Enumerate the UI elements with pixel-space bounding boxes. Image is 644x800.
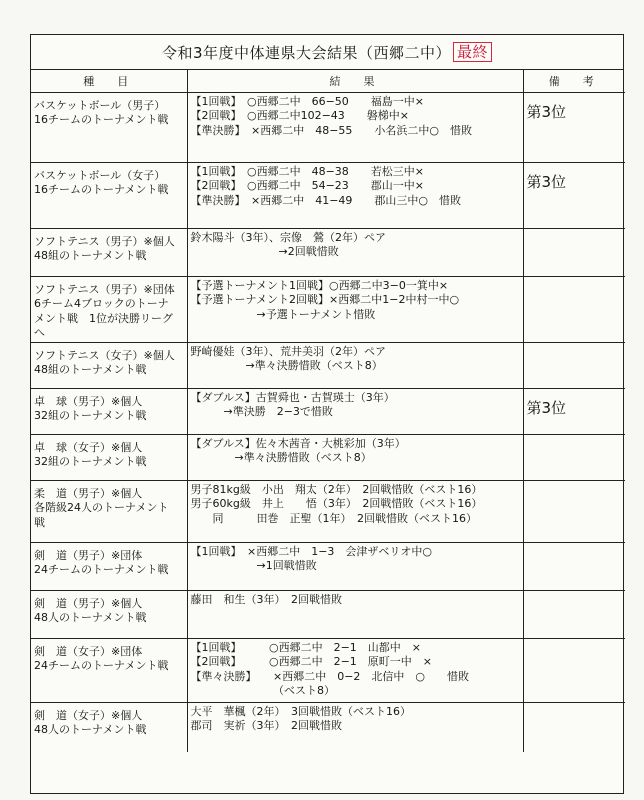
result-cell: [187, 389, 523, 435]
result-line: 【予選トーナメント2回戦】×西郷二中1−2中村一中○: [190, 293, 460, 307]
result-line: 【1回戦】 ○西郷二中 2−1 山都中 ×: [190, 641, 422, 654]
event-cell: [31, 435, 187, 481]
result-cell: [187, 639, 523, 703]
result-cell: [187, 435, 523, 481]
result-line: →2回戦惜敗: [190, 245, 339, 259]
event-cell: [31, 93, 187, 163]
document-title: [31, 35, 623, 70]
result-line: 【2回戦】 ○西郷二中102−43 磐梯中×: [190, 109, 410, 123]
result-line: 男子60kg級 井上 悟（3年） 2回戦惜敗（ベスト16）: [190, 497, 483, 511]
event-cell: [31, 343, 187, 389]
note-cell: [523, 277, 625, 343]
note-cell: [523, 703, 625, 752]
header-note: 備 考: [523, 70, 625, 93]
result-line: 藤田 和生（3年） 2回戦惜敗: [190, 593, 342, 606]
note-cell: [523, 591, 625, 639]
result-cell: [187, 481, 523, 543]
result-line: →準決勝 2−3で惜敗: [190, 405, 333, 419]
event-line: ソフトテニス（男子）※個人: [34, 235, 175, 248]
event-cell: [31, 703, 187, 752]
event-cell: [31, 229, 187, 277]
result-line: 男子81kg級 小出 翔太（2年） 2回戦惜敗（ベスト16）: [190, 483, 483, 496]
event-line: バスケットボール（男子）: [34, 99, 166, 112]
result-cell: [187, 543, 523, 591]
event-cell: [31, 389, 187, 435]
event-line: 16チームのトーナメント戦: [34, 113, 169, 127]
event-cell: [31, 591, 187, 639]
result-cell: [187, 229, 523, 277]
results-body: [31, 93, 625, 752]
note-cell: 第3位: [523, 389, 625, 435]
result-line: 同 田巻 正聖（1年） 2回戦惜敗（ベスト16）: [190, 511, 477, 525]
header-result: 結 果: [187, 70, 523, 93]
result-line: 【1回戦】 ×西郷二中 1−3 会津ザベリオ中○: [190, 545, 432, 558]
table-row: [31, 229, 625, 277]
header-event: 種 目: [31, 70, 187, 93]
results-table: [31, 70, 625, 752]
note-cell: 第3位: [523, 93, 625, 163]
event-line: 各階級24人のトーナメント: [34, 501, 169, 515]
note-cell: [523, 229, 625, 277]
event-line: 32組のトーナメント戦: [34, 409, 147, 423]
note-cell: [523, 435, 625, 481]
table-row: [31, 639, 625, 703]
event-line: へ: [34, 326, 45, 340]
result-line: 郡司 実祈（3年） 2回戦惜敗: [190, 719, 342, 733]
table-row: [31, 703, 625, 752]
result-line: 【1回戦】 ○西郷二中 48−38 若松三中×: [190, 165, 425, 178]
result-line: 鈴木陽斗（3年）、宗像 鶯（2年）ペア: [190, 231, 386, 244]
table-row: [31, 93, 625, 163]
final-stamp: 最終: [453, 42, 492, 62]
table-row: [31, 591, 625, 639]
event-line: 剣 道（男子）※団体: [34, 549, 143, 562]
note-cell: 第3位: [523, 163, 625, 229]
result-cell: [187, 703, 523, 752]
event-line: 戦: [34, 515, 45, 529]
event-line: 48組のトーナメント戦: [34, 249, 147, 263]
event-line: 48人のトーナメント戦: [34, 611, 147, 625]
result-line: （ベスト8）: [190, 684, 335, 698]
event-line: バスケットボール（女子）: [34, 169, 166, 182]
event-line: 柔 道（男子）※個人: [34, 487, 143, 500]
event-line: 剣 道（男子）※個人: [34, 597, 143, 610]
event-cell: [31, 639, 187, 703]
event-line: 32組のトーナメント戦: [34, 455, 147, 469]
event-cell: [31, 543, 187, 591]
event-line: 剣 道（女子）※団体: [34, 645, 143, 658]
result-line: 大平 華楓（2年） 3回戦惜敗（ベスト16）: [190, 705, 411, 718]
event-line: 卓 球（女子）※個人: [34, 441, 143, 454]
result-line: →準々決勝惜敗（ベスト8）: [190, 359, 383, 373]
table-row: [31, 389, 625, 435]
header-row: [31, 70, 625, 93]
title-text: 令和3年度中体連県大会結果（西郷二中）: [161, 43, 452, 62]
event-line: 24チームのトーナメント戦: [34, 659, 169, 673]
result-line: 【準決勝】 ×西郷二中 41−49 郡山三中○ 惜敗: [190, 193, 462, 207]
result-cell: [187, 343, 523, 389]
result-line: 【2回戦】 ○西郷二中 2−1 原町一中 ×: [190, 655, 433, 669]
result-line: 野崎優娃（3年）、荒井美羽（2年）ペア: [190, 345, 386, 358]
result-cell: [187, 163, 523, 229]
table-row: [31, 481, 625, 543]
table-row: [31, 163, 625, 229]
event-line: 48組のトーナメント戦: [34, 363, 147, 377]
event-line: 剣 道（女子）※個人: [34, 709, 143, 722]
event-line: ソフトテニス（男子）※団体: [34, 283, 175, 296]
event-line: 48人のトーナメント戦: [34, 723, 147, 737]
note-cell: [523, 639, 625, 703]
result-line: 【2回戦】 ○西郷二中 54−23 郡山一中×: [190, 179, 425, 193]
result-line: 【準決勝】 ×西郷二中 48−55 小名浜二中○ 惜敗: [190, 123, 473, 137]
result-cell: [187, 93, 523, 163]
result-line: →1回戦惜敗: [190, 559, 317, 573]
result-line: →予選トーナメント惜敗: [190, 307, 376, 321]
result-line: →準々決勝惜敗（ベスト8）: [190, 451, 372, 465]
note-cell: [523, 543, 625, 591]
event-line: 6チーム4ブロックのトーナ: [34, 297, 169, 311]
event-line: 16チームのトーナメント戦: [34, 183, 169, 197]
event-line: 卓 球（男子）※個人: [34, 395, 143, 408]
event-line: メント戦 1位が決勝リーグ: [34, 311, 173, 325]
event-line: 24チームのトーナメント戦: [34, 563, 169, 577]
results-sheet: [30, 34, 624, 794]
result-line: 【ダブルス】古賀舜也・古賀瑛士（3年）: [190, 391, 395, 404]
note-cell: [523, 481, 625, 543]
result-line: 【ダブルス】佐々木茜音・大桃彩加（3年）: [190, 437, 406, 450]
note-cell: [523, 343, 625, 389]
table-row: [31, 343, 625, 389]
result-line: 【1回戦】 ○西郷二中 66−50 福島一中×: [190, 95, 425, 108]
event-cell: [31, 163, 187, 229]
result-line: 【準々決勝】 ×西郷二中 0−2 北信中 ○ 惜敗: [190, 669, 470, 683]
table-row: [31, 435, 625, 481]
table-row: [31, 543, 625, 591]
event-line: ソフトテニス（女子）※個人: [34, 349, 175, 362]
table-row: [31, 277, 625, 343]
result-cell: [187, 591, 523, 639]
result-line: 【予選トーナメント1回戦】○西郷二中3−0一箕中×: [190, 279, 449, 292]
event-cell: [31, 481, 187, 543]
event-cell: [31, 277, 187, 343]
result-cell: [187, 277, 523, 343]
